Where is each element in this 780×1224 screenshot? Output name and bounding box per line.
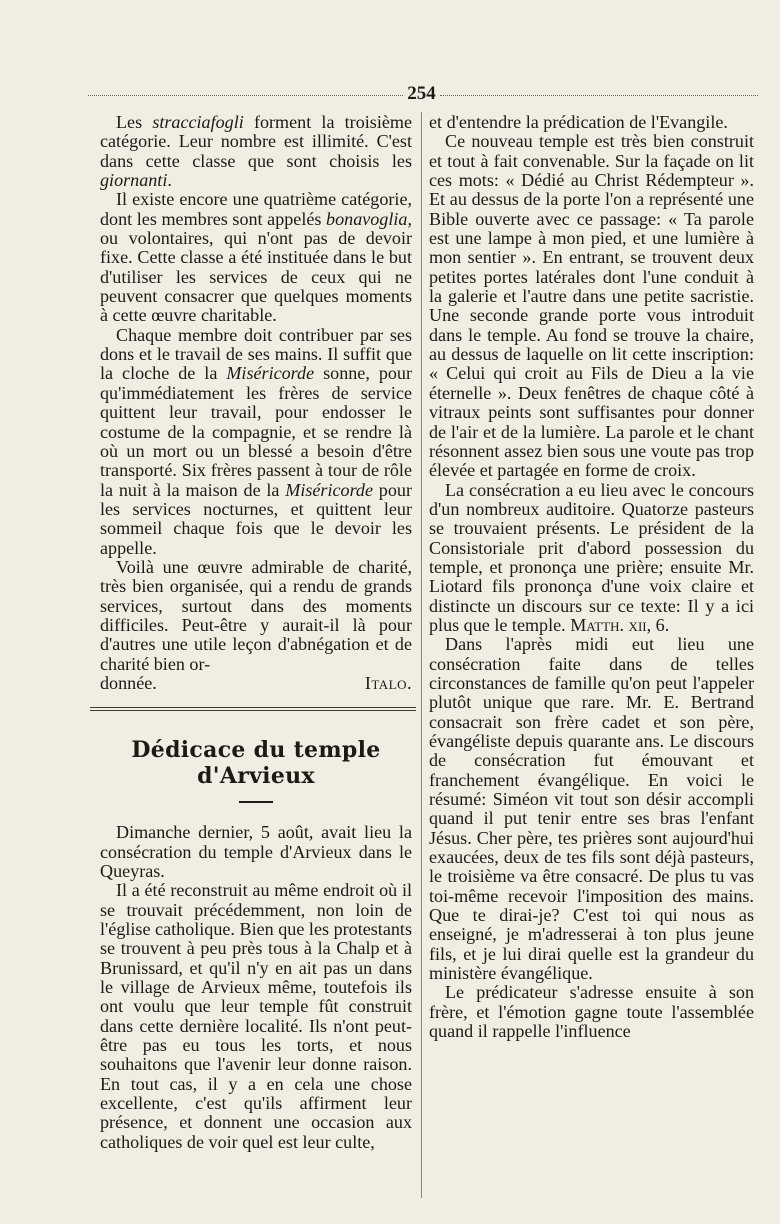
paragraph (429, 635, 754, 983)
right-text (429, 113, 754, 1042)
closing-paragraph (100, 558, 412, 674)
text-run: , ou volontaires, qui n'ont pas de devoir fixe. Cette classe a été instituée dans le but d'utiliser les services de ceux qui ne peuvent consacrer que quelques moments à cette œuvre charitable. (100, 208, 412, 326)
author-signature: Italo. (364, 672, 412, 693)
text-run: Les (116, 112, 153, 132)
header-rule-left (88, 95, 403, 96)
paragraph (429, 481, 754, 636)
paragraph-text: Le prédicateur s'adresse ensuite à son frère, et l'émotion gagne toute l'assemblée quand il rappelle l'influence (429, 982, 754, 1042)
paragraph-text: La consécration a eu lieu avec le concours d'un nombreux auditoire. Quatorze pasteurs se trouvaient présents. Le président de la Consistoriale prit d'abord possession du temple, et prononça une prière; ensuite Mr. Liotard fils prononça d'une voix claire et distincte un discours sur ce texte: Il y a ici plus que le temple. (429, 479, 754, 635)
closing-paragraph-text: Voilà une œuvre admirable de charité, très bien organisée, qui a rendu de grands services, surtout dans des moments difficiles. Peut-être y aurait-il là pour d'autres une utile leçon d'abnégation et de charité bien or- (100, 556, 412, 674)
title-dash (239, 801, 273, 803)
paragraph: Dimanche dernier, 5 août, avait lieu la consécration du temple d'Arvieux dans le Queyras. (100, 822, 412, 881)
header-rule-right (440, 95, 758, 96)
paragraph (100, 113, 412, 190)
italic-term: stracciafogli (152, 112, 244, 132)
section-title: Dédicace du temple d'Arvieux (131, 737, 381, 790)
paragraph: Il a été reconstruit au même endroit où il se trouvait précédemment, non loin de l'église catholique. Bien que les protestants se trouvent à peu près tous à la Chalp et à Brunissard, et qu'il n'y en ait pas un dans le village de Arvieux même, toutefois ils ont voulu que leur temple fût construit dans cette dernière localité. Ils n'ont peut-être pas eu tous les torts, et nous souhaitons que l'avenir leur donne raison. En tout cas, il y a en cela une chose excellente, c'est qu'ils affirment leur présence, et donnent une occasion aux catholiques de voir quel est leur culte, (100, 880, 412, 1152)
closing-last-word: donnée. (100, 672, 157, 693)
italic-term: giornanti (100, 170, 168, 191)
italic-term: Miséricorde (226, 363, 315, 384)
right-column (429, 113, 754, 1042)
italic-term: bonavoglia (326, 208, 408, 229)
column-divider (421, 112, 422, 1198)
text-run: sonne, pour qu'immédiatement les frères de service quittent leur travail, pour endosser le costume de la compagnie, et se rendre là où un mort ou un blessé a besoin d'être transporté. Six frères passent à tour de rôle la nuit à la maison de la (100, 363, 412, 500)
paragraph (100, 190, 412, 325)
paragraph (100, 326, 412, 558)
paragraph (429, 113, 754, 132)
paragraph-text: Ce nouveau temple est très bien construit et tout à fait convenable. Sur la façade on lit ces mots: « Dédié au Christ Rédempteur ». Et au dessus de la porte l'on a représenté une Bible ouverte avec ce passage: « Ta parole est une lampe à mon pied, et une lumière à mon sentier ». En entrant, se trouvent deux petites portes latérales dont l'une conduit à la galerie et l'autre dans une petite sacristie. Une seconde grande porte vous introduit dans le temple. Au fond se trouve la chaire, au dessus de laquelle on lit cette inscription: « Celui qui croit au Fils de Dieu a la vie éternelle ». Deux fenêtres de chaque côté à vitraux peints sont suffisantes pour donner de l'air et de la lumière. La parole et le chant résonnent assez bien sous une voute pas trop élevée et partagée en forme de croix. (429, 131, 754, 481)
section-separator (90, 707, 416, 711)
italic-term: Miséricorde (285, 479, 374, 500)
closing-line (100, 674, 412, 693)
left-bottom-text (100, 823, 412, 1152)
paragraph-text: Dans l'après midi eut lieu une consécration faite dans de telles circonstances de famille qu'on peut l'appeler plutôt unique que rare. Mr. E. Bertrand consacrait son frère cadet et son père, évangéliste depuis quarante ans. Le discours de consécration fut émouvant et franchement évangélique. En voici le résumé: Siméon vit tout son désir accompli quand il put tenir entre ses bras l'enfant Jésus. Cher père, tes prières sont aujourd'hui exaucées, deux de tes fils sont déjà pasteurs, le troisième va être consacré. De plus tu vas toi-même recevoir l'imposition des mains. Que te dirai-je? C'est toi qui nous as enseigné, je m'adresserai à ton plus jeune fils, et je lui dirai quelle est la grandeur du ministère évangélique. (429, 634, 754, 984)
paragraph (429, 132, 754, 480)
paragraph-text: et d'entendre la prédication de l'Evangile. (429, 112, 728, 132)
left-column (100, 113, 412, 1152)
text-run: Chaque membre doit contribuer par ses dons et le travail de ses mains. Il suffit que la cloche de la (100, 324, 412, 384)
text-run: pour les services nocturnes, et quittent leur sommeil chaque fois que le devoir les appelle. (100, 479, 412, 558)
page-number: 254 (407, 83, 436, 104)
left-top-text (100, 113, 412, 558)
page-header (88, 84, 758, 104)
bible-reference: Matth. xii, 6. (570, 614, 670, 635)
text-run: . (167, 170, 172, 191)
paragraph (429, 983, 754, 1041)
text-run: forment la troisième catégorie. Leur nombre est illimité. C'est dans cette classe que sont choisis les (100, 112, 412, 171)
text-run: Il existe encore une quatrième catégorie, dont les membres sont appelés (100, 189, 412, 229)
